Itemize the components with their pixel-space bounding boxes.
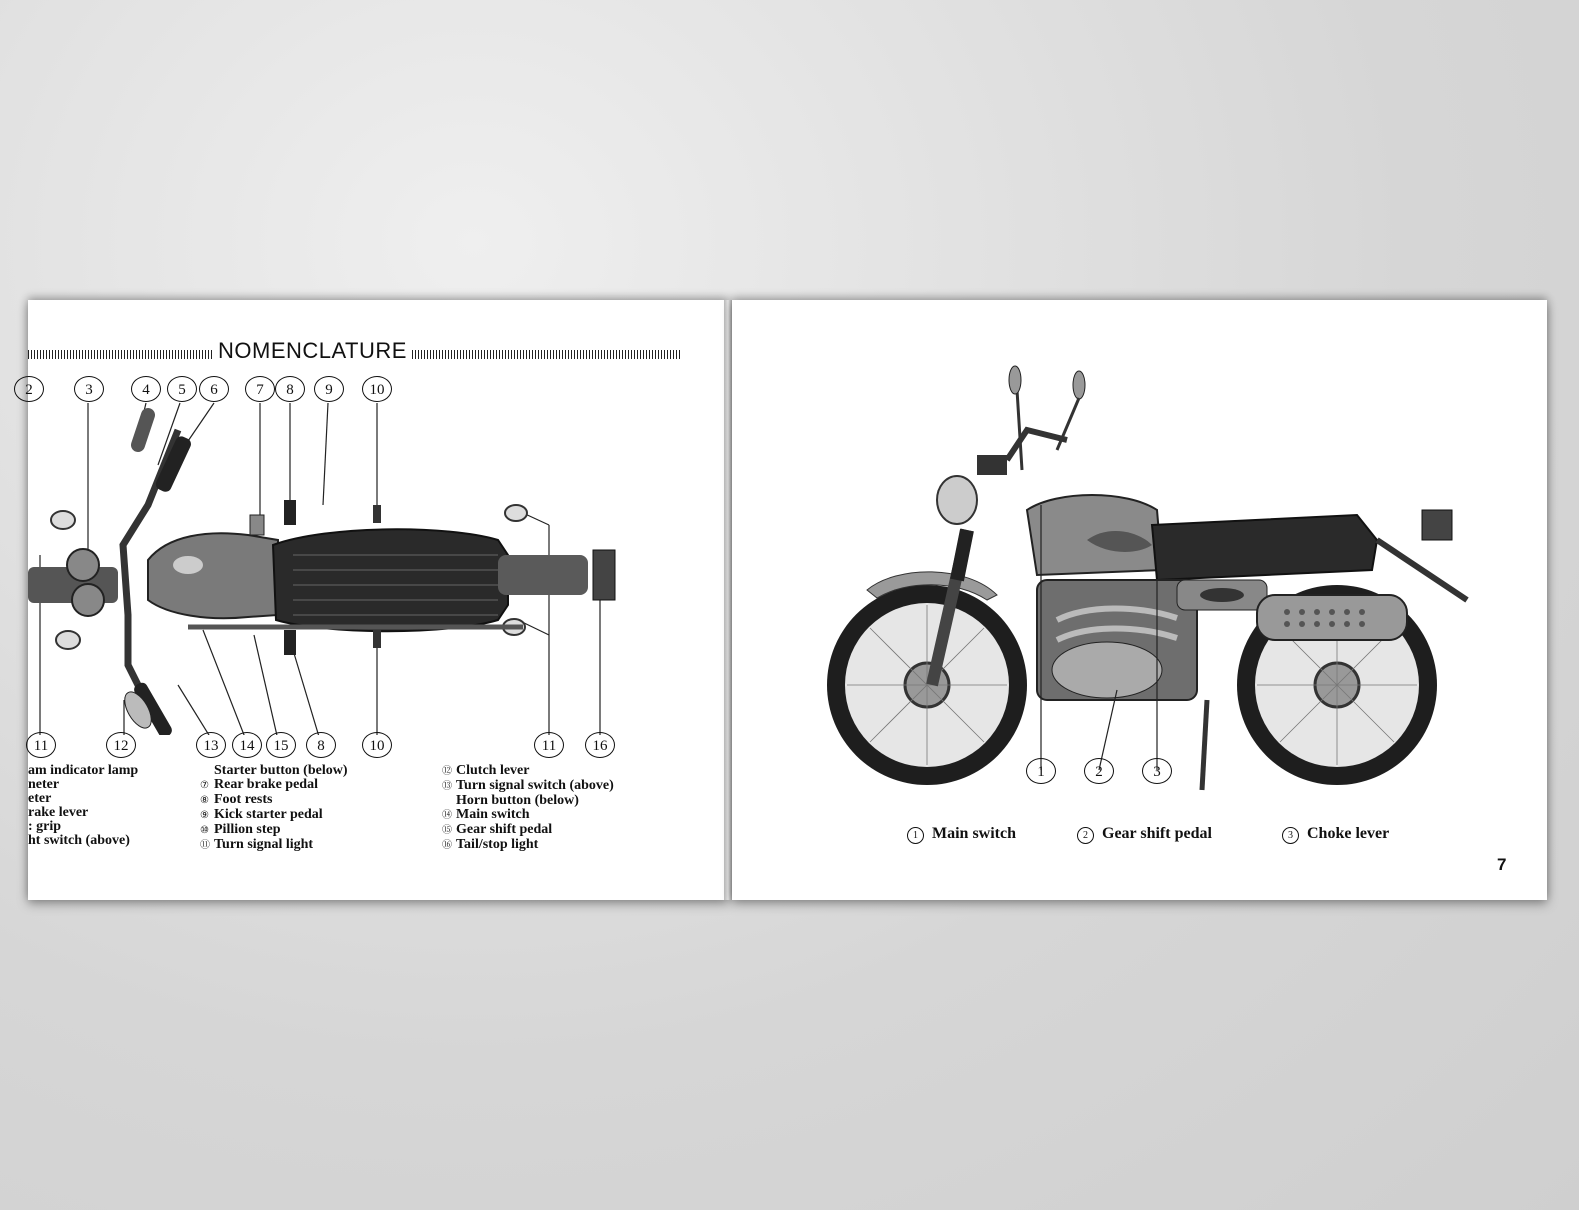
callout-bottom: 8 — [306, 732, 336, 758]
callout-top: 5 — [167, 376, 197, 402]
callout-main-switch: 1 — [1026, 758, 1056, 784]
legend-item: : grip — [28, 819, 62, 834]
callout-bottom: 10 — [362, 732, 392, 758]
callout-top: 4 — [131, 376, 161, 402]
legend-item: ⑮ Gear shift pedal — [442, 822, 553, 837]
callout-top: 6 — [199, 376, 229, 402]
callout-bottom: 14 — [232, 732, 262, 758]
legend-item: ht switch (above) — [28, 833, 130, 848]
legend-item: ⑩ Pillion step — [200, 822, 281, 837]
legend-item: ⑦ Rear brake pedal — [200, 777, 318, 792]
caption-choke-lever: 3 Choke lever — [1282, 825, 1389, 844]
callout-top: 2 — [14, 376, 44, 402]
legend-item: ⑯ Tail/stop light — [442, 837, 539, 852]
callout-top: 9 — [314, 376, 344, 402]
legend-item: ⑫ Clutch lever — [442, 763, 530, 778]
legend-column-3 — [442, 764, 614, 853]
callout-top: 10 — [362, 376, 392, 402]
callout-bottom: 16 — [585, 732, 615, 758]
legend-item: ⑧ Foot rests — [200, 792, 273, 807]
callout-top: 3 — [74, 376, 104, 402]
callout-gear-shift-pedal: 2 — [1084, 758, 1114, 784]
legend-item: eter — [28, 791, 52, 806]
callout-bottom: 15 — [266, 732, 296, 758]
legend-item: Horn button (below) — [456, 793, 579, 808]
callout-bottom: 12 — [106, 732, 136, 758]
legend-item: rake lever — [28, 805, 89, 820]
legend-column-1 — [28, 764, 138, 848]
callout-bottom: 11 — [534, 732, 564, 758]
legend-item: ⑪ Turn signal light — [200, 837, 314, 852]
caption-main-switch: 1 Main switch — [907, 825, 1016, 844]
legend-item: neter — [28, 777, 60, 792]
legend-item: am indicator lamp — [28, 763, 139, 778]
legend-item: ⑭ Main switch — [442, 807, 530, 822]
right-page — [732, 300, 1547, 900]
callout-top: 7 — [245, 376, 275, 402]
header-rule-left — [28, 350, 212, 359]
legend-column-2 — [200, 764, 348, 853]
caption-gear-shift-pedal: 2 Gear shift pedal — [1077, 825, 1212, 844]
legend-item: Starter button (below) — [214, 763, 348, 778]
page-header — [28, 338, 728, 368]
legend-item: ⑨ Kick starter pedal — [200, 807, 323, 822]
header-rule-right — [412, 350, 680, 359]
page-title: NOMENCLATURE — [218, 338, 407, 363]
callout-choke-lever: 3 — [1142, 758, 1172, 784]
left-page — [25, 300, 728, 900]
legend-item: ⑬ Turn signal switch (above) — [442, 778, 614, 793]
page-number: 7 — [1497, 855, 1507, 874]
callout-bottom: 11 — [26, 732, 56, 758]
motorcycle-side-view-photo — [817, 350, 1497, 810]
callout-bottom: 13 — [196, 732, 226, 758]
callout-top: 8 — [275, 376, 305, 402]
motorcycle-top-view-illustration — [28, 395, 728, 735]
